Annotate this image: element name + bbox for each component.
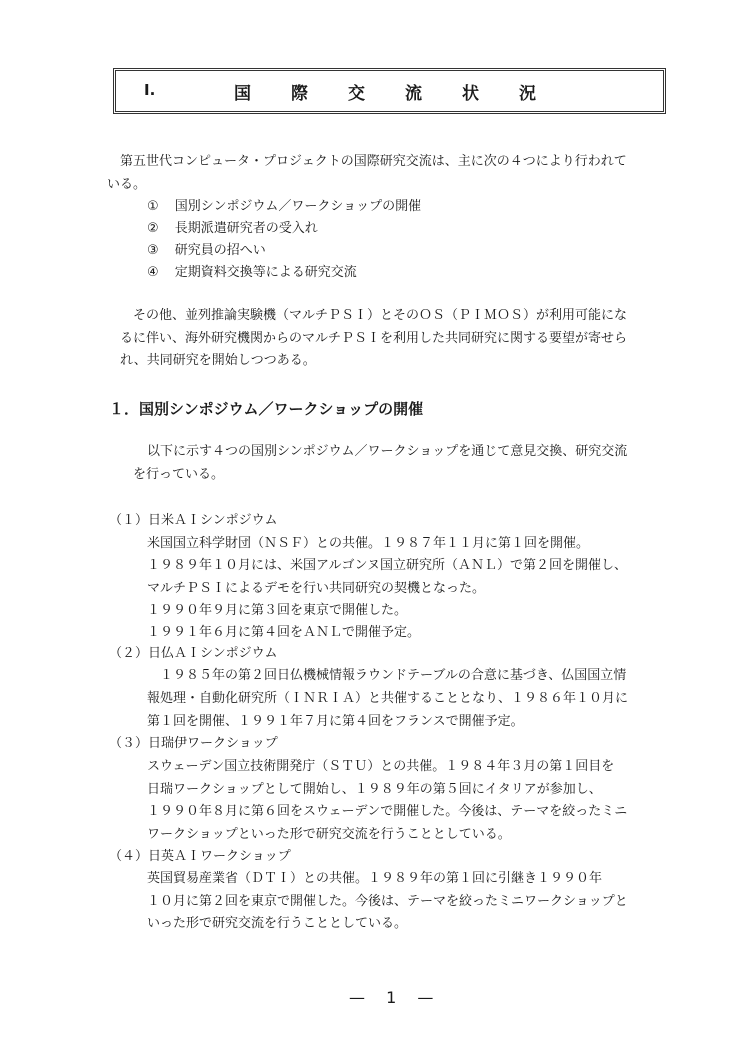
subsection-line: スウェーデン国立技術開発庁（ＳＴＵ）との共催。１９８４年３月の第１回目を [147, 759, 615, 774]
subsection-line: ワークショップといった形で研究交流を行うこととしている。 [147, 827, 511, 842]
intro-line: 第五世代コンピュータ・プロジェクトの国際研究交流は、主に次の４つにより行われて [120, 154, 627, 169]
paragraph-line: れ、共同研究を開始しつつある。 [120, 353, 316, 368]
subsection-line: 英国貿易産業省（ＤＴＩ）との共催。１９８９年の第１回に引継き１９９０年 [147, 871, 603, 886]
list-item-mark: ① [147, 199, 159, 214]
subsection-line: 日瑞ワークショップとして開始し、１９８９年の第５回にイタリアが参加し、 [147, 782, 602, 797]
list-item-text: 研究員の招へい [174, 243, 266, 258]
list-item-text: 長期派遣研究者の受入れ [174, 221, 318, 236]
section-lead-line: 以下に示す４つの国別シンポジウム／ワークショップを通じて意見交換、研究交流 [147, 444, 628, 459]
list-item-text: 定期資料交換等による研究交流 [174, 265, 357, 280]
subsection-heading: （１）日米ＡＩシンポジウム [109, 513, 278, 528]
chapter-title-box [113, 68, 666, 114]
section-lead-line: を行っている。 [133, 467, 225, 482]
subsection-line: １０月に第２回を東京で開催した。今後は、テーマを絞ったミニワークショップと [147, 894, 628, 909]
subsection-heading: （４）日英ＡＩワークショップ [109, 849, 291, 864]
subsection-line: １９８５年の第２回日仏機械情報ラウンドテーブルの合意に基づき、仏国国立情 [160, 668, 627, 683]
list-item [147, 264, 357, 282]
paragraph-line: るに伴い、海外研究機関からのマルチＰＳＩを利用した共同研究に関する要望が寄せら [120, 331, 628, 346]
subsection-line: １９９０年９月に第３回を東京で開催した。 [147, 603, 408, 618]
subsection-line: １９８９年１０月には、米国アルゴンヌ国立研究所（ＡＮＬ）で第２回を開催し、 [147, 558, 627, 573]
chapter-title: 国際交流状況 [234, 84, 576, 104]
paragraph-line: その他、並列推論実験機（マルチＰＳＩ）とそのＯＳ（ＰＩＭＯＳ）が利用可能にな [133, 308, 628, 323]
chapter-number: I. [144, 81, 156, 99]
subsection-heading: （３）日瑞伊ワークショップ [109, 736, 278, 751]
subsection-line: １９９０年８月に第６回をスウェーデンで開催した。今後は、テーマを絞ったミニ [147, 804, 628, 819]
subsection-line: 報処理・自動化研究所（ＩＮＲＩＡ）と共催することとなり、１９８６年１０月に [147, 691, 629, 706]
list-item [147, 242, 266, 260]
section-heading: １．国別シンポジウム／ワークショップの開催 [109, 400, 424, 418]
subsection-line: 第１回を開催、１９９１年７月に第４回をフランスで開催予定。 [147, 714, 524, 729]
subsection-line: いった形で研究交流を行うこととしている。 [147, 916, 408, 931]
list-item-mark: ③ [147, 243, 159, 258]
subsection-line: 米国国立科学財団（ＮＳＦ）との共催。１９８７年１１月に第１回を開催。 [147, 536, 590, 551]
page-number: — 1 — [349, 988, 442, 1007]
list-item [147, 220, 318, 238]
subsection-line: １９９１年６月に第４回をＡＮＬで開催予定。 [147, 625, 421, 640]
subsection-heading: （２）日仏ＡＩシンポジウム [109, 646, 278, 661]
subsection-line: マルチＰＳＩによるデモを行い共同研究の契機となった。 [147, 581, 486, 596]
intro-line: いる。 [107, 177, 147, 192]
list-item-mark: ② [147, 221, 159, 236]
list-item-mark: ④ [147, 265, 159, 280]
list-item [147, 198, 421, 216]
list-item-text: 国別シンポジウム／ワークショップの開催 [174, 199, 422, 214]
